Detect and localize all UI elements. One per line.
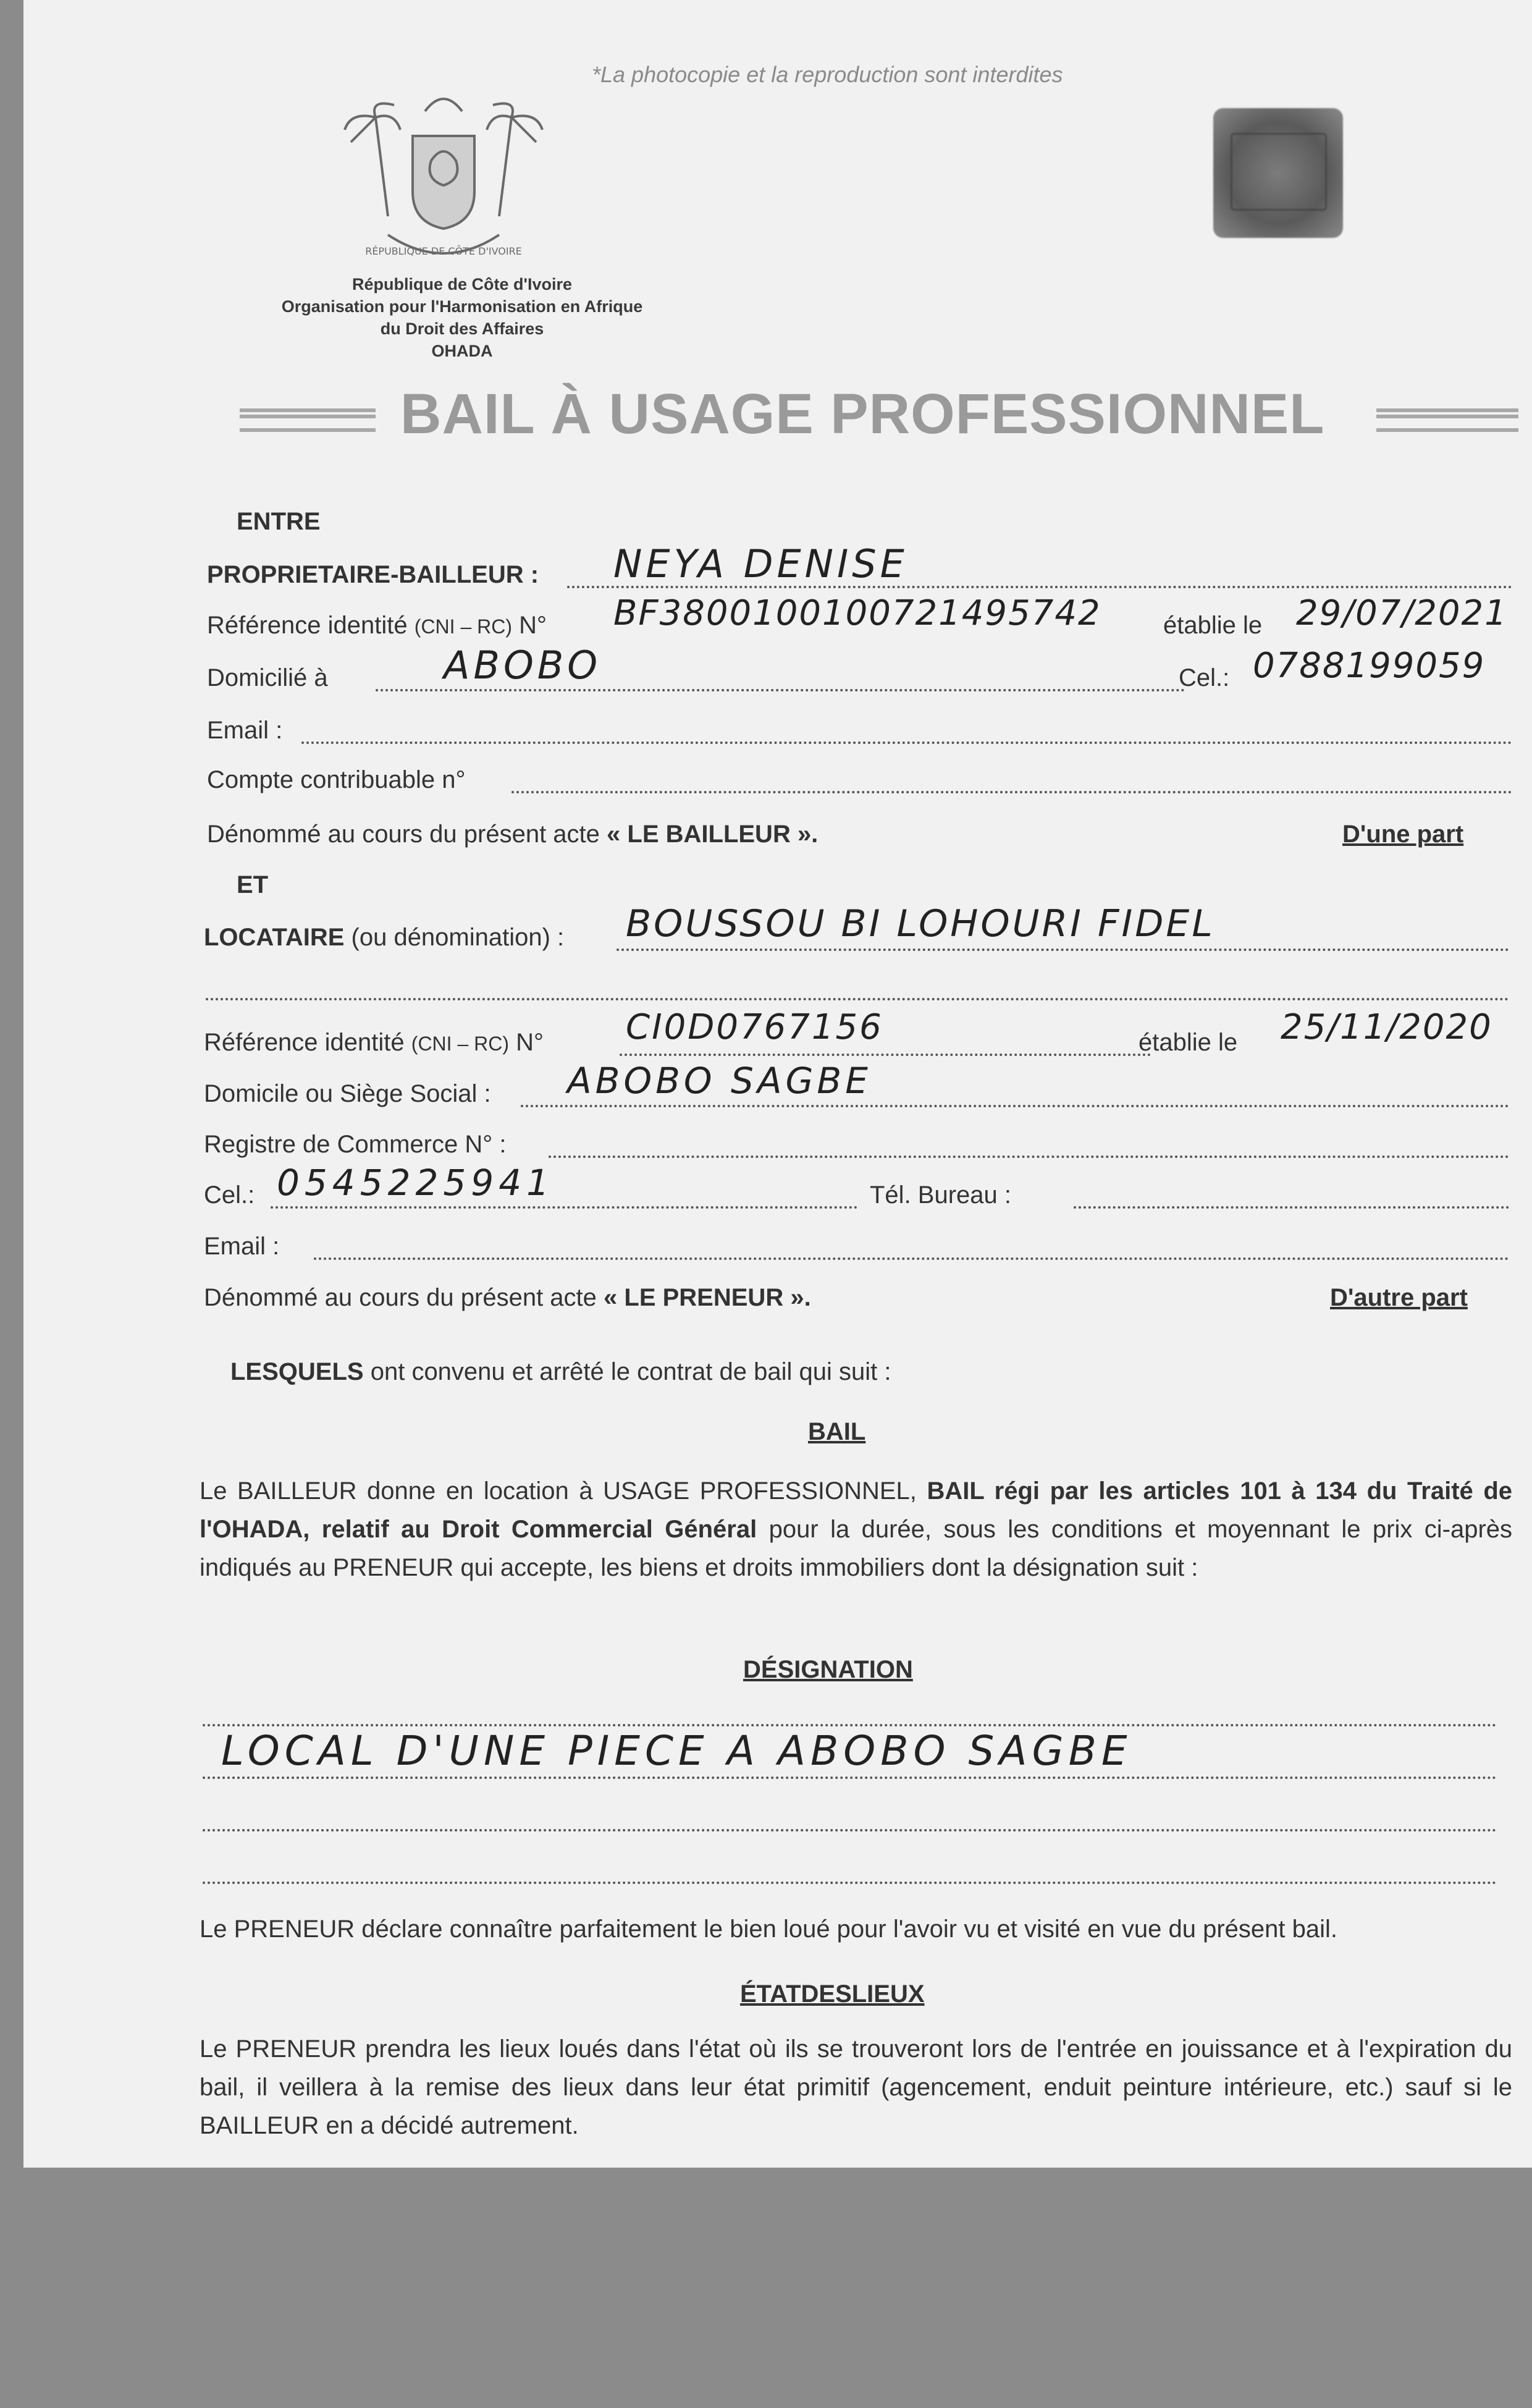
locataire-ref-no: N°	[516, 1029, 544, 1056]
title-bar-right	[1376, 408, 1518, 432]
locataire-ref-label: Référence identité	[204, 1029, 405, 1056]
bailleur-email-label: Email :	[207, 717, 283, 744]
locataire-tel-line	[1074, 1206, 1509, 1209]
bailleur-ref-no: N°	[519, 612, 547, 639]
title-row	[215, 382, 1518, 450]
designation-line-1	[203, 1724, 1497, 1726]
bailleur-cel-value: 0788199059	[1253, 646, 1486, 686]
designation-heading: DÉSIGNATION	[743, 1656, 913, 1683]
bailleur-ref-label: Référence identité	[207, 612, 408, 639]
locataire-name-line-2	[206, 998, 1509, 1000]
locataire-cel-line	[271, 1206, 857, 1209]
org-line-1: République de Côte d'Ivoire	[352, 275, 572, 294]
locataire-cel-value: 0545225941	[277, 1162, 555, 1204]
bailleur-etablie-label: établie le	[1163, 612, 1263, 639]
bailleur-cel-label: Cel.:	[1179, 664, 1230, 691]
designation-line-4	[203, 1882, 1497, 1884]
etat-paragraph: Le PRENEUR prendra les lieux loués dans l'état où ils se trouveront lors de l'entrée en jouissance et à l'expiration du bail, il veillera à la remise des lieux dans leur état primitif (agencement, enduit peinture intérieure, etc.) sauf si le BAILLEUR en a décidé autrement.	[200, 2035, 1512, 2139]
etat-heading: ÉTATDESLIEUX	[740, 1980, 925, 2008]
bailleur-ref-paren: (CNI – RC)	[414, 615, 512, 638]
lesquels-bold: LESQUELS	[230, 1358, 364, 1385]
lesquels-rest: ont convenu et arrêté le contrat de bail qui suit :	[370, 1358, 891, 1385]
locataire-ref-value: CI0D0767156	[626, 1007, 883, 1047]
bailleur-compte-label: Compte contribuable n°	[207, 766, 466, 793]
locataire-ref-row	[204, 1029, 544, 1057]
locataire-denomme	[204, 1284, 811, 1312]
locataire-domicile-label: Domicile ou Siège Social :	[204, 1080, 491, 1107]
bail-paragraph-p1: Le BAILLEUR donne en location à USAGE PROFESSIONNEL,	[200, 1477, 927, 1505]
bailleur-ref-row	[207, 612, 547, 640]
locataire-email-label: Email :	[204, 1233, 280, 1260]
bailleur-label: PROPRIETAIRE-BAILLEUR :	[207, 561, 539, 588]
coat-of-arms-emblem	[339, 93, 549, 278]
locataire-label-row	[204, 924, 564, 952]
locataire-name: BOUSSOU BI LOHOURI FIDEL	[626, 902, 1215, 945]
bailleur-name: NEYA DENISE	[613, 541, 908, 586]
bailleur-domicile-value: ABOBO	[444, 643, 602, 688]
organisation-block	[209, 273, 715, 362]
org-line-3: du Droit des Affaires	[380, 319, 544, 338]
org-line-2: Organisation pour l'Harmonisation en Afrique	[281, 297, 643, 316]
designation-line-3	[203, 1829, 1497, 1831]
locataire-email-line	[314, 1257, 1509, 1260]
title-bar-left	[240, 408, 376, 432]
locataire-label-rest: (ou dénomination) :	[351, 924, 565, 951]
bailleur-denomme-text: Dénommé au cours du présent acte	[207, 821, 600, 848]
dune-part: D'une part	[1342, 821, 1464, 848]
bailleur-domicile-label: Domicilié à	[207, 664, 328, 691]
bailleur-domicile-line	[376, 689, 1185, 691]
locataire-domicile-line	[521, 1105, 1509, 1107]
document-title: BAIL À USAGE PROFESSIONNEL	[400, 382, 1325, 446]
bailleur-denomme	[207, 821, 818, 848]
bailleur-compte-line	[511, 791, 1512, 793]
locataire-etablie-value: 25/11/2020	[1281, 1007, 1492, 1047]
et-label: ET	[237, 871, 269, 898]
bail-paragraph-p2: pour la durée, sous les conditions et moyennant le prix ci-après indiqués au PRENEUR qui accepte, les biens et droits immobiliers dont la désignation suit :	[200, 1516, 1513, 1581]
locataire-domicile-value: ABOBO SAGBE	[567, 1060, 872, 1102]
emblem-ribbon-text: RÉPUBLIQUE DE CÔTE D'IVOIRE	[365, 245, 522, 257]
designation-value: LOCAL D'UNE PIECE A ABOBO SAGBE	[221, 1727, 1132, 1775]
locataire-etablie-label: établie le	[1138, 1029, 1238, 1056]
lesquels-line	[230, 1358, 891, 1386]
locataire-registre-label: Registre de Commerce N° :	[204, 1131, 507, 1158]
dautre-part: D'autre part	[1330, 1284, 1468, 1311]
org-line-4: OHADA	[431, 342, 493, 360]
bailleur-etablie-value: 29/07/2021	[1296, 593, 1508, 633]
preneur-declare: Le PRENEUR déclare connaître parfaitement le bien loué pour l'avoir vu et visité en vue du présent bail.	[200, 1916, 1337, 1943]
locataire-registre-line	[549, 1155, 1509, 1158]
locataire-denomme-text: Dénommé au cours du présent acte	[204, 1284, 597, 1311]
copy-notice: *La photocopie et la reproduction sont interdites	[592, 62, 1063, 87]
bailleur-denomme-bold: « LE BAILLEUR ».	[607, 821, 819, 848]
locataire-name-line	[617, 948, 1509, 951]
bail-heading: BAIL	[808, 1418, 866, 1445]
bail-paragraph-bold: BAIL régi par les articles 101 à 134 du Traité de l'OHADA, relatif au Droit Commercial Général	[200, 1477, 1512, 1543]
bailleur-ref-value: BF3800100100721495742	[613, 593, 1101, 633]
locataire-ref-paren: (CNI – RC)	[411, 1033, 509, 1055]
fiscal-stamp	[1213, 108, 1343, 238]
bail-paragraph	[200, 1472, 1512, 1587]
designation-line-2	[203, 1776, 1497, 1779]
bailleur-email-line	[301, 741, 1512, 744]
locataire-cel-label: Cel.:	[204, 1181, 255, 1209]
locataire-denomme-bold: « LE PRENEUR ».	[604, 1284, 811, 1311]
document-page	[23, 0, 1532, 2168]
locataire-label: LOCATAIRE	[204, 924, 345, 951]
locataire-tel-label: Tél. Bureau :	[870, 1181, 1012, 1209]
locataire-ref-line	[620, 1054, 1151, 1056]
entre-label: ENTRE	[237, 508, 321, 535]
